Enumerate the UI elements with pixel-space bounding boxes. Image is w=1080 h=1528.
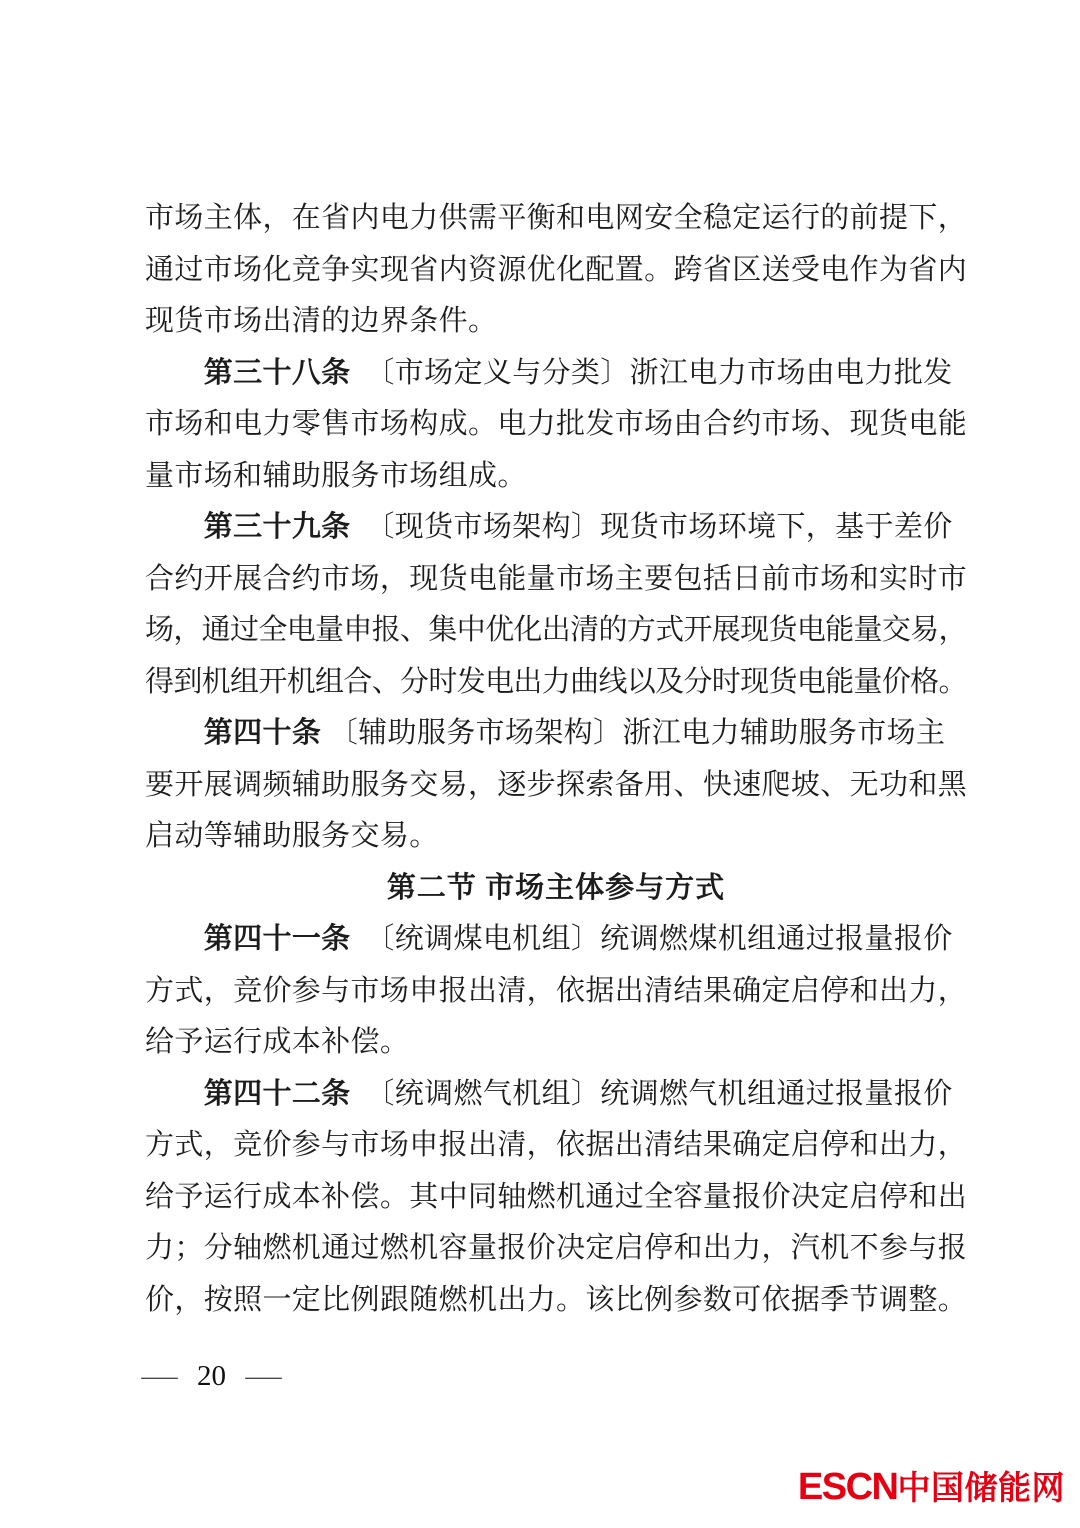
text-line: 合约开展合约市场，现货电能量市场主要包括日前市场和实时市	[145, 562, 968, 595]
text-line: 场，通过全电量申报、集中优化出清的方式开展现货电能量交易，	[145, 614, 967, 646]
escn-logo	[798, 1468, 1065, 1506]
escn-logo-latin-text: ESCN	[797, 1466, 898, 1508]
text-line: 要开展调频辅助服务交易，逐步探索备用、快速爬坡、无功和黑	[145, 768, 968, 801]
text-line: 得到机组开机组合、分时发电出力曲线以及分时现货电能量价格。	[145, 665, 967, 698]
section-heading: 第二节 市场主体参与方式	[386, 871, 726, 904]
article-number: 第三十八条	[203, 356, 351, 389]
text-line: 第三十九条 〔现货市场架构〕现货市场环境下，基于差价	[203, 511, 953, 543]
text-line: 给予运行成本补偿。	[145, 1026, 410, 1058]
document-body	[145, 193, 967, 1326]
text-line: 第四十二条 〔统调燃气机组〕统调燃气机组通过报量报价	[203, 1077, 953, 1110]
text-line: 第四十条 〔辅助服务市场架构〕浙江电力辅助服务市场主	[203, 717, 946, 749]
article-number: 第三十九条	[203, 511, 351, 543]
page-footer	[141, 1356, 282, 1396]
text-line: 价，按照一定比例跟随燃机出力。该比例参数可依据季节调整。	[145, 1283, 968, 1316]
text-line: 方式，竞价参与市场申报出清，依据出清结果确定启停和出力，	[145, 974, 968, 1007]
text-line: 现货市场出清的边界条件。	[145, 305, 498, 337]
article-number: 第四十一条	[203, 923, 351, 955]
text-line: 第四十一条 〔统调煤电机组〕统调燃煤机组通过报量报价	[203, 923, 953, 955]
footer-dash-right: —	[245, 1359, 282, 1392]
article-number: 第四十条	[203, 717, 322, 749]
text-line: 市场和电力零售市场构成。电力批发市场由合约市场、现货电能	[145, 408, 968, 440]
text-line: 方式，竞价参与市场申报出清，依据出清结果确定启停和出力，	[145, 1129, 968, 1161]
text-line: 市场主体，在省内电力供需平衡和电网安全稳定运行的前提下，	[145, 202, 968, 234]
text-line: 力；分轴燃机通过燃机容量报价决定启停和出力，汽机不参与报	[145, 1232, 968, 1264]
escn-logo-chinese-text: 中国储能网	[897, 1471, 1065, 1507]
text-line: 启动等辅助服务交易。	[145, 820, 439, 852]
page-number: 20	[197, 1359, 226, 1392]
article-number: 第四十二条	[203, 1077, 351, 1110]
text-line: 量市场和辅助服务市场组成。	[145, 459, 527, 492]
text-line: 第三十八条 〔市场定义与分类〕浙江电力市场由电力批发	[203, 356, 953, 389]
footer-dash-left: —	[141, 1359, 178, 1392]
text-line: 给予运行成本补偿。其中同轴燃机通过全容量报价决定启停和出	[145, 1180, 968, 1213]
text-line: 通过市场化竞争实现省内资源优化配置。跨省区送受电作为省内	[145, 253, 968, 286]
